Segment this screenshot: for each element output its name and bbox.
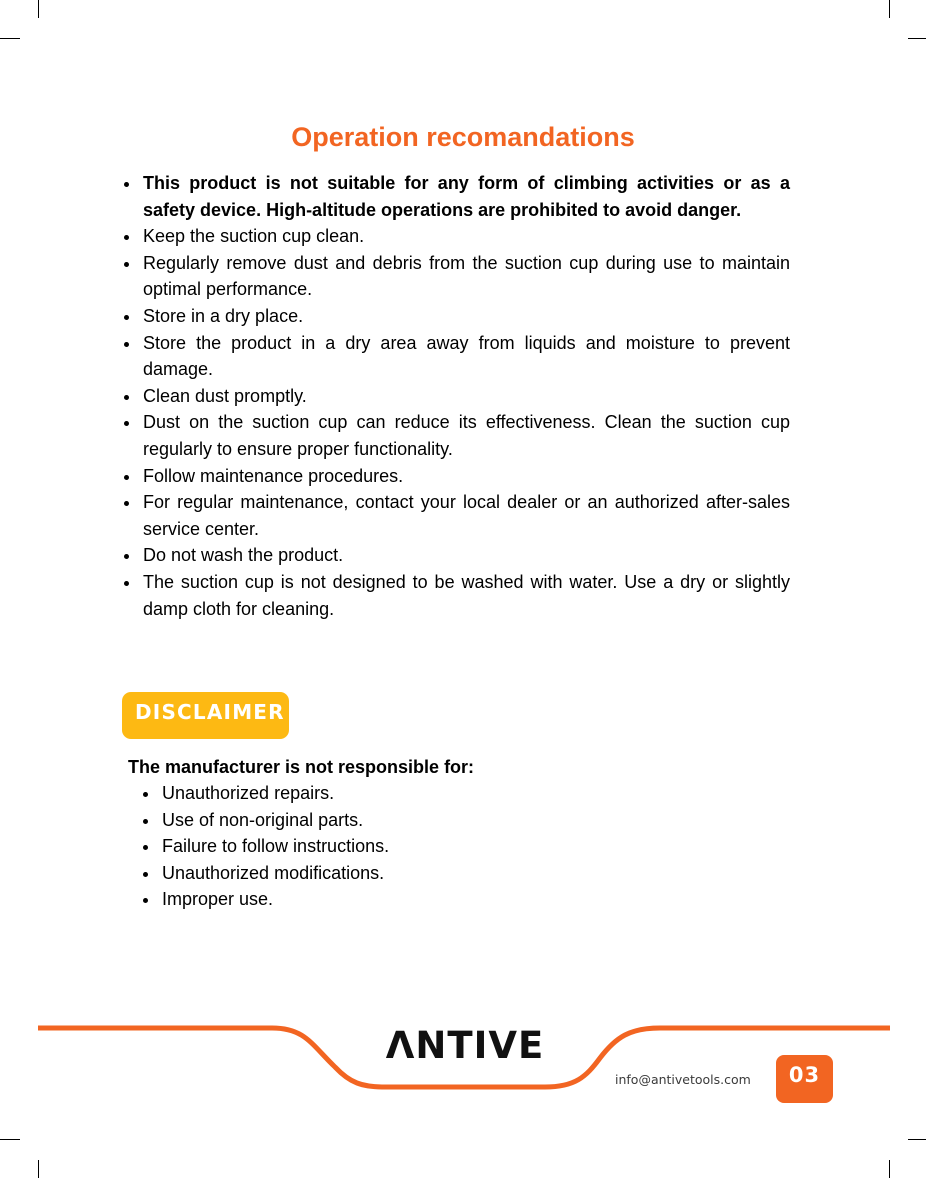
list-item: Use of non-original parts. — [142, 807, 389, 834]
list-item: Clean dust promptly. — [124, 383, 790, 410]
list-item: Improper use. — [142, 886, 389, 913]
crop-mark — [889, 0, 890, 18]
disclaimer-heading: The manufacturer is not responsible for: — [128, 757, 475, 777]
crop-mark — [38, 1160, 39, 1178]
contact-email: info@antivetools.com — [615, 1072, 751, 1087]
crop-mark — [0, 38, 20, 39]
page-number: 03 — [776, 1055, 833, 1103]
crop-mark — [908, 38, 926, 39]
disclaimer-badge: DISCLAIMER — [122, 692, 289, 739]
list-item: Dust on the suction cup can reduce its effectiveness. Clean the suction cup regularly to ensure proper functionality. — [124, 409, 790, 462]
crop-mark — [0, 1139, 20, 1140]
list-item: The suction cup is not designed to be washed with water. Use a dry or slightly damp cloth for cleaning. — [124, 569, 790, 622]
crop-mark — [908, 1139, 926, 1140]
list-item: This product is not suitable for any form of climbing activities or as a safety device. High-altitude operations are prohibited to avoid danger. — [124, 170, 790, 223]
disclaimer-list — [142, 780, 389, 913]
list-item: Store in a dry place. — [124, 303, 790, 330]
list-item: Do not wash the product. — [124, 542, 790, 569]
operation-list — [124, 170, 790, 622]
crop-mark — [38, 0, 39, 18]
brand-logo: ΛNTIVE — [385, 1024, 545, 1067]
list-item: Follow maintenance procedures. — [124, 463, 790, 490]
crop-mark — [889, 1160, 890, 1178]
list-item: Failure to follow instructions. — [142, 833, 389, 860]
list-item: For regular maintenance, contact your local dealer or an authorized after-sales service center. — [124, 489, 790, 542]
list-item: Keep the suction cup clean. — [124, 223, 790, 250]
list-item: Store the product in a dry area away from liquids and moisture to prevent damage. — [124, 330, 790, 383]
page-title: Operation recomandations — [291, 122, 635, 152]
list-item: Unauthorized repairs. — [142, 780, 389, 807]
list-item: Regularly remove dust and debris from the suction cup during use to maintain optimal performance. — [124, 250, 790, 303]
list-item: Unauthorized modifications. — [142, 860, 389, 887]
